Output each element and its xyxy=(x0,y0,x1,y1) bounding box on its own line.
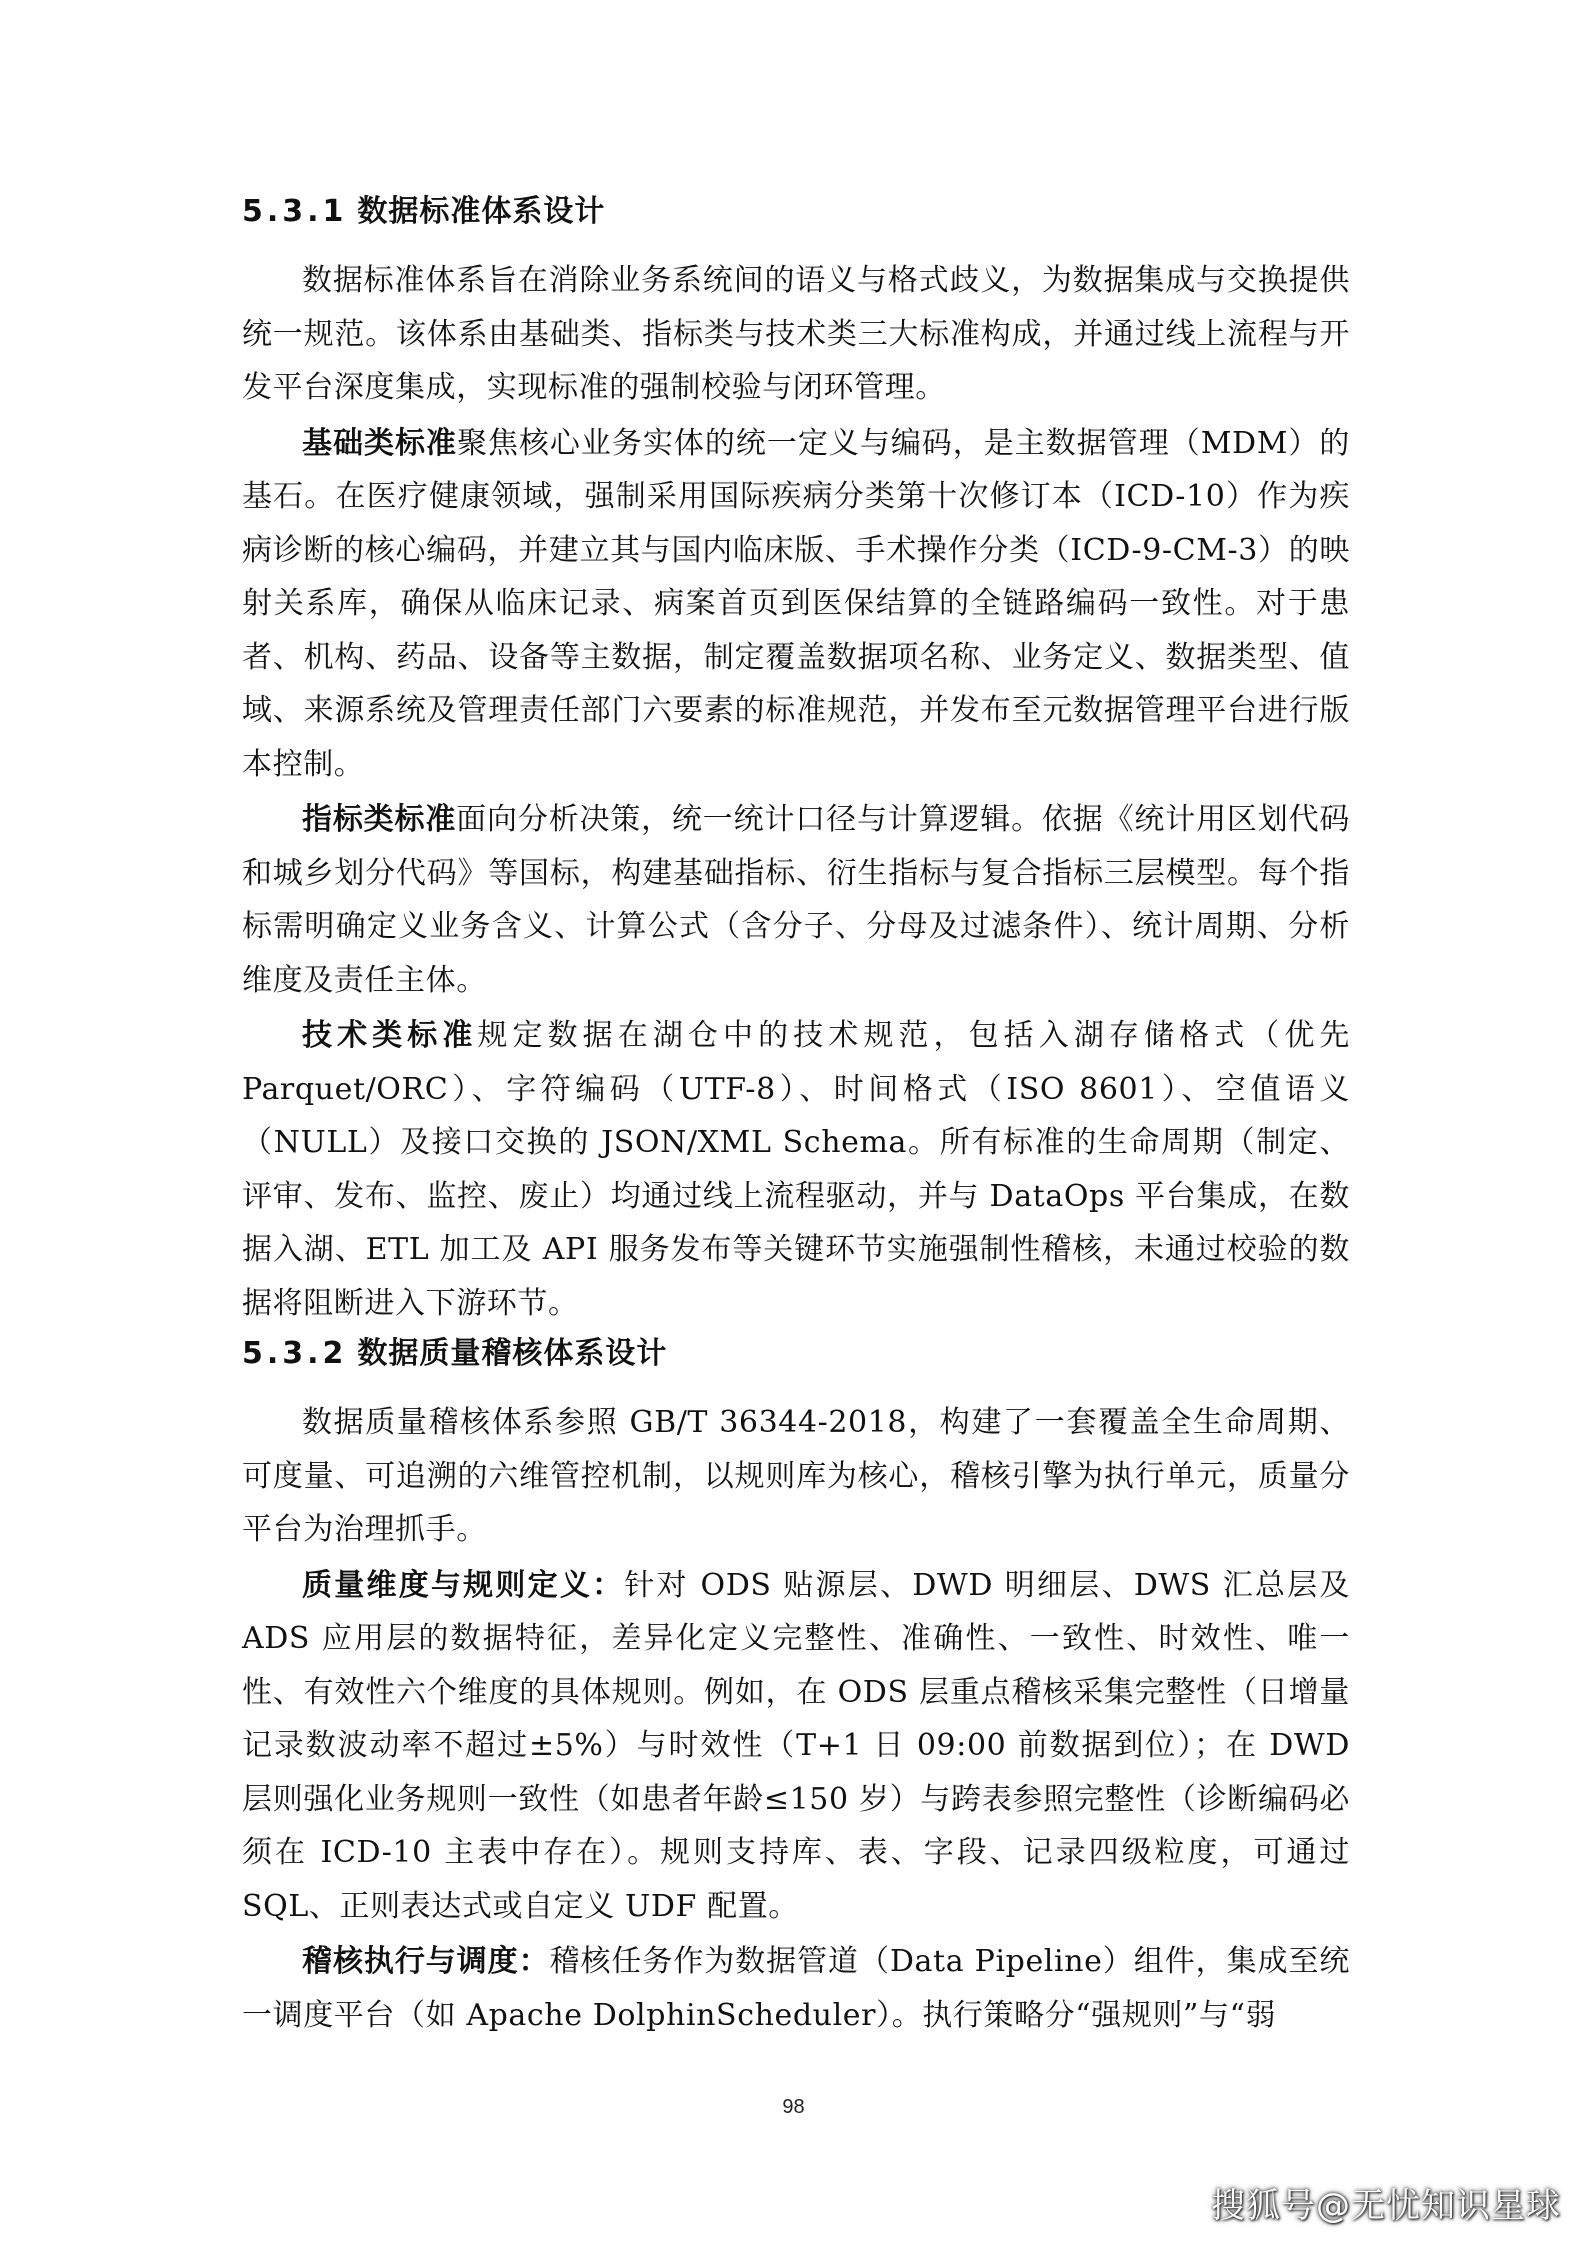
page-content xyxy=(242,190,1350,2044)
paragraph-text: 稽核任务作为数据管道（Data Pipeline）组件，集成至统一调度平台（如 Apache DolphinScheduler）。执行策略分“强规则”与“弱 xyxy=(242,1944,1350,2033)
section-number: 5.3.1 xyxy=(242,194,348,229)
paragraph-lead: 稽核执行与调度： xyxy=(302,1944,550,1979)
paragraph-lead: 技术类标准 xyxy=(302,1018,478,1053)
paragraph-indicator-standards xyxy=(242,793,1350,1007)
paragraph-text: 针对 ODS 贴源层、DWD 明细层、DWS 汇总层及 ADS 应用层的数据特征，差异化定义完整性、准确性、一致性、时效性、唯一性、有效性六个维度的具体规则。例如，在 ODS 层重点稽核采集完整性（日增量记录数波动率不超过±5%）与时效性（T+1 日 09:00 前数据到位）；在 DWD 层则强化业务规则一致性（如患者年龄≤150 岁）与跨表参照完整性（诊断编码必须在 ICD-10 主表中存在）。规则支持库、表、字段、记录四级粒度，可通过 SQL、正则表达式或自定义 UDF 配置。 xyxy=(242,1567,1350,1924)
paragraph-audit-execution xyxy=(242,1935,1350,2042)
section-heading-5-3-1 xyxy=(242,190,1350,234)
page-number: 98 xyxy=(782,2096,805,2118)
section-number: 5.3.2 xyxy=(242,1336,348,1371)
paragraph-basic-standards xyxy=(242,417,1350,792)
paragraph-intro-standards: 数据标准体系旨在消除业务系统间的语义与格式歧义，为数据集成与交换提供统一规范。该体系由基础类、指标类与技术类三大标准构成，并通过线上流程与开发平台深度集成，实现标准的强制校验与闭环管理。 xyxy=(242,263,1350,405)
paragraph-quality-dimensions xyxy=(242,1559,1350,1934)
paragraph-lead: 质量维度与规则定义： xyxy=(302,1567,625,1603)
paragraph-text: 规定数据在湖仓中的技术规范，包括入湖存储格式（优先Parquet/ORC）、字符编码（UTF-8）、时间格式（ISO 8601）、空值语义（NULL）及接口交换的 JSON/XML Schema。所有标准的生命周期（制定、评审、发布、监控、废止）均通过线上流程驱动，并与 DataOps 平台集成，在数据入湖、ETL 加工及 API 服务发布等关键环节实施强制性稽核，未通过校验的数据将阻断进入下游环节。 xyxy=(242,1018,1351,1321)
source-watermark: 搜狐号@无忧知识星球 xyxy=(1211,2186,1561,2226)
paragraph-lead: 基础类标准 xyxy=(302,425,457,461)
paragraph-lead: 指标类标准 xyxy=(302,802,457,837)
paragraph-technical-standards xyxy=(242,1009,1350,1330)
paragraph-text: 面向分析决策，统一统计口径与计算逻辑。依据《统计用区划代码和城乡划分代码》等国标，构建基础指标、衍生指标与复合指标三层模型。每个指标需明确定义业务含义、计算公式（含分子、分母及过滤条件）、统计周期、分析维度及责任主体。 xyxy=(242,802,1350,998)
paragraph-text: 聚焦核心业务实体的统一定义与编码，是主数据管理（MDM）的基石。在医疗健康领域，强制采用国际疾病分类第十次修订本（ICD-10）作为疾病诊断的核心编码，并建立其与国内临床版、手术操作分类（ICD-9-CM-3）的映射关系库，确保从临床记录、病案首页到医保结算的全链路编码一致性。对于患者、机构、药品、设备等主数据，制定覆盖数据项名称、业务定义、数据类型、值域、来源系统及管理责任部门六要素的标准规范，并发布至元数据管理平台进行版本控制。 xyxy=(242,425,1350,782)
section-heading-5-3-2 xyxy=(242,1332,1350,1376)
section-title: 数据质量稽核体系设计 xyxy=(357,1336,668,1371)
paragraph-intro-quality: 数据质量稽核体系参照 GB/T 36344-2018，构建了一套覆盖全生命周期、可度量、可追溯的六维管控机制，以规则库为核心，稽核引擎为执行单元，质量分平台为治理抓手。 xyxy=(242,1405,1350,1547)
section-title: 数据标准体系设计 xyxy=(357,194,606,229)
